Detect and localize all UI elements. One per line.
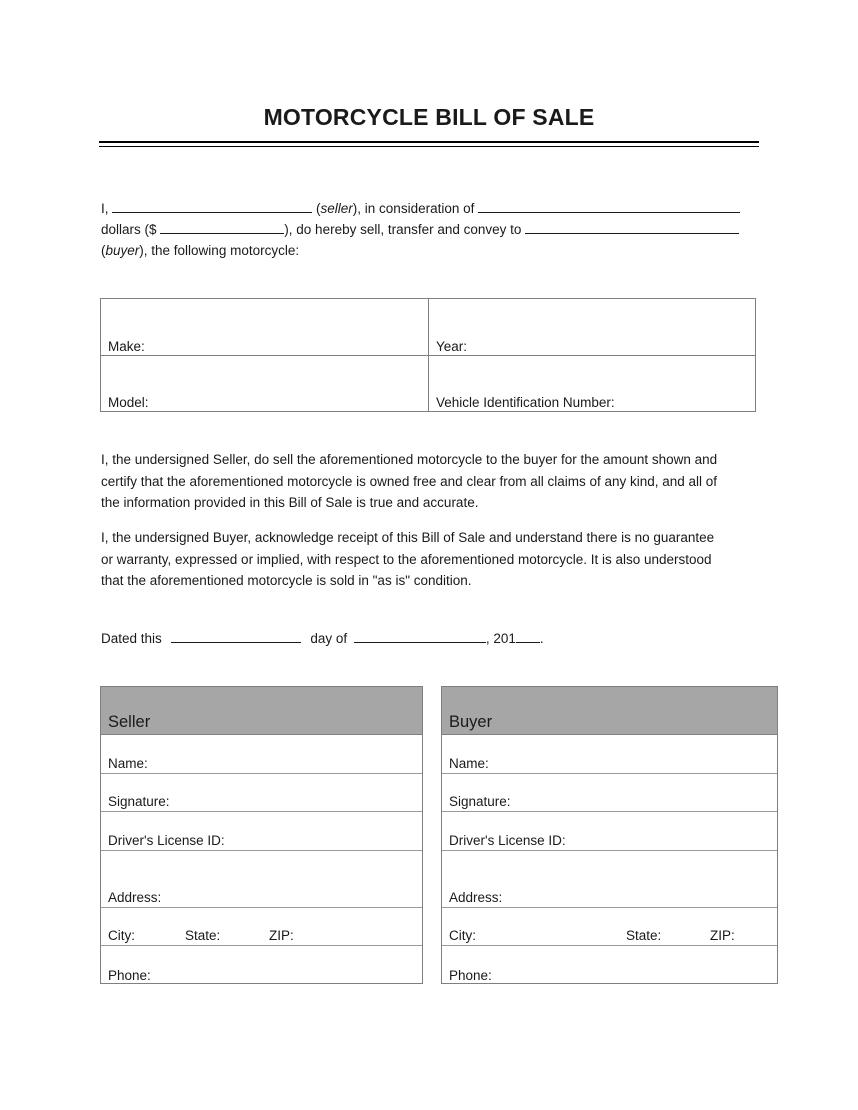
buyer-state-label: State: [626, 928, 662, 943]
buyer-name-label: Name: [449, 755, 489, 771]
buyer-zip-label: ZIP: [710, 928, 735, 943]
seller-heading: Seller [101, 687, 422, 735]
year-prefix-text: , 201 [485, 631, 516, 646]
model-cell[interactable] [101, 356, 428, 411]
buyer-license-label: Driver's License ID: [449, 832, 566, 848]
title-rule-thick [99, 141, 759, 143]
seller-address-label: Address: [108, 889, 162, 905]
model-label: Model: [108, 395, 149, 410]
title-rule-thin [99, 146, 759, 147]
seller-license-label: Driver's License ID: [108, 832, 225, 848]
day-blank[interactable] [171, 630, 301, 643]
intro-i: I, [101, 201, 109, 216]
consideration-text: ), in consideration of [352, 201, 475, 216]
buyer-signature-label: Signature: [449, 794, 511, 809]
seller-name-label: Name: [108, 755, 148, 771]
dollars-text: dollars ($ [101, 222, 157, 237]
buyer-phone-field[interactable] [442, 946, 777, 985]
following-motorcycle-text: ), the following motorcycle: [139, 243, 300, 258]
seller-statement-line: I, the undersigned Seller, do sell the aforementioned motorcycle to the buyer for the amount shown and [101, 452, 718, 467]
buyer-italic: buyer [105, 243, 140, 258]
document-title: MOTORCYCLE BILL OF SALE [263, 104, 595, 130]
buyer-name-blank[interactable] [525, 221, 739, 234]
buyer-heading: Buyer [442, 687, 777, 735]
vin-label: Vehicle Identification Number: [436, 395, 615, 410]
seller-phone-field[interactable] [101, 946, 422, 985]
dated-this-text: Dated this [101, 631, 162, 646]
make-label: Make: [108, 339, 145, 354]
seller-state-label: State: [185, 928, 221, 943]
dated-period: . [539, 631, 544, 646]
buyer-name-field[interactable] [442, 735, 777, 774]
seller-signature-label: Signature: [108, 794, 170, 809]
seller-signature-field[interactable] [101, 774, 422, 813]
seller-license-field[interactable] [101, 812, 422, 851]
seller-city-label: City: [108, 928, 135, 943]
seller-city-state-zip-field[interactable] [101, 908, 422, 947]
seller-zip-label: ZIP: [269, 928, 294, 943]
seller-statement [101, 449, 761, 514]
seller-statement-line: certify that the aforementioned motorcycle is owned free and clear from all claims of any kind, and all of [101, 473, 718, 489]
seller-italic: seller [320, 201, 353, 216]
intro-line-2 [101, 221, 739, 237]
seller-phone-label: Phone: [108, 967, 151, 983]
buyer-city-label: City: [449, 928, 476, 943]
consideration-blank[interactable] [478, 200, 740, 213]
buyer-address-label: Address: [449, 889, 503, 905]
buyer-city-state-zip-field[interactable] [442, 908, 777, 947]
seller-address-field[interactable] [101, 851, 422, 908]
buyer-statement [101, 527, 761, 592]
amount-blank[interactable] [160, 221, 284, 234]
make-cell[interactable] [101, 299, 428, 355]
buyer-phone-label: Phone: [449, 967, 492, 983]
buyer-signature-field[interactable] [442, 774, 777, 813]
buyer-address-field[interactable] [442, 851, 777, 908]
buyer-section [441, 686, 778, 984]
vin-cell[interactable] [429, 356, 755, 411]
buyer-statement-line: that the aforementioned motorcycle is sold in "as is" condition. [101, 573, 472, 588]
year-cell[interactable] [429, 299, 755, 355]
buyer-license-field[interactable] [442, 812, 777, 851]
year-label: Year: [436, 339, 468, 354]
convey-text: ), do hereby sell, transfer and convey to [284, 222, 522, 237]
year-blank[interactable] [516, 630, 540, 643]
day-of-text: day of [310, 631, 348, 646]
seller-name-field[interactable] [101, 735, 422, 774]
seller-name-blank[interactable] [112, 200, 312, 213]
buyer-statement-line: or warranty, expressed or implied, with respect to the aforementioned motorcycle. It is also understood [101, 551, 712, 567]
month-blank[interactable] [354, 630, 486, 643]
vehicle-table [100, 298, 756, 412]
seller-section [100, 686, 423, 984]
intro-line-3: (buyer), the following motorcycle: [101, 243, 300, 258]
intro-line-1: I, (seller), in consideration of [101, 200, 740, 216]
dated-line [101, 630, 544, 646]
buyer-statement-line: I, the undersigned Buyer, acknowledge receipt of this Bill of Sale and understand there is no guarantee [101, 530, 715, 545]
seller-statement-line: the information provided in this Bill of Sale is true and accurate. [101, 495, 479, 510]
